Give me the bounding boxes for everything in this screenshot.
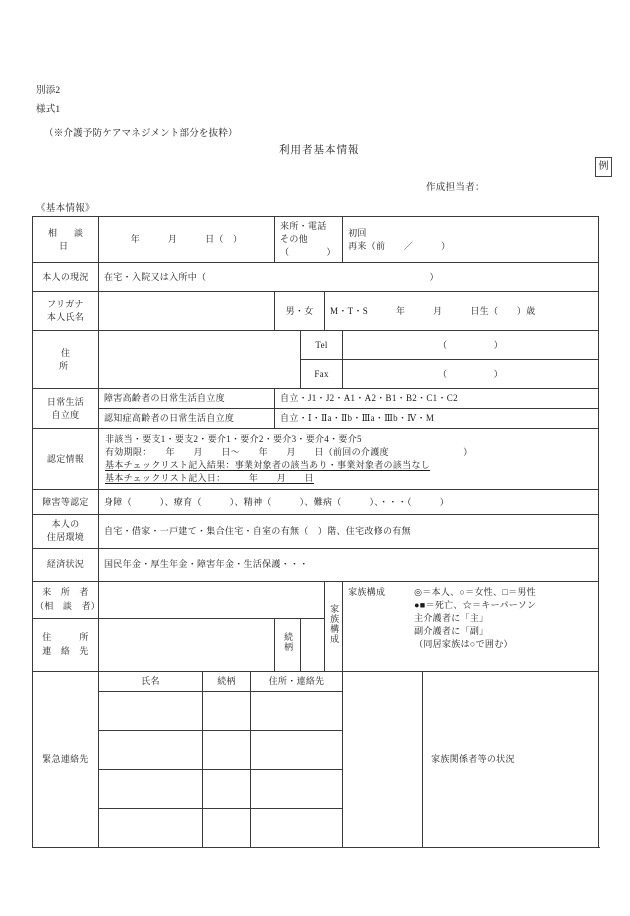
label-housing-line-2: 住居環境 [46, 532, 85, 543]
input-address[interactable] [99, 331, 301, 389]
table-row-housing [33, 515, 599, 548]
label-name [33, 292, 99, 331]
input-relation[interactable] [301, 618, 325, 671]
value-consultation-date[interactable]: 年 月 日（ ） [99, 217, 275, 263]
column-header-address: 住所・連絡先 [251, 671, 343, 691]
section-label: 《基本情報》 [36, 204, 95, 214]
value-visit-type[interactable] [343, 217, 599, 263]
table-row-economic [33, 548, 599, 581]
value-fax[interactable]: （ ） [343, 360, 599, 389]
family-relations-status-label: 家族関係者等の状況 [431, 753, 515, 764]
emergency-relation[interactable] [203, 691, 251, 730]
emergency-name[interactable] [99, 808, 203, 847]
input-visitor[interactable] [99, 581, 325, 618]
label-consultation-date: 相 談 日 [33, 217, 99, 263]
table-row-certification [33, 429, 599, 490]
label-tel: Tel [301, 331, 343, 360]
label-furigana: フリガナ [47, 299, 84, 310]
label-contact-address [33, 618, 99, 671]
certification-period: 有効期限： 年 月 日～ 年 月 日（前回の介護度 ） [105, 447, 473, 458]
name-independence-dementia: 認知症高齢者の日常生活自立度 [99, 409, 275, 429]
label-certification: 認定情報 [33, 429, 99, 490]
value-birthdate[interactable]: M・T・S 年 月 日生（ ）歳 [325, 292, 599, 331]
legend-line-3: 主介護者に「主」 [414, 612, 489, 623]
visit-line-2: 再来（前 ／ ） [348, 240, 451, 251]
value-independence-physical[interactable]: 自立・J1・J2・A1・A2・B1・B2・C1・C2 [275, 389, 599, 409]
value-disability[interactable]: 身障（ ）、療育（ ）、精神（ ）、難病（ ）、・・・（ ） [99, 490, 599, 515]
page-title: 利用者基本情報 [279, 145, 360, 156]
table-row-name [33, 292, 599, 331]
value-consultation-route[interactable] [275, 217, 343, 263]
legend-line-4: 副介護者に「副」 [414, 625, 489, 636]
column-header-name: 氏名 [99, 671, 203, 691]
emergency-address[interactable] [251, 730, 343, 769]
legend-line-1: ◎＝本人、○＝女性、□＝男性 [414, 586, 536, 597]
table-row-visitor [33, 581, 599, 618]
table-row-disability [33, 490, 599, 515]
visit-line-1: 初回 [348, 227, 367, 238]
label-housing [33, 515, 99, 548]
legend-line-5: （同居家族は○で囲む） [414, 638, 513, 649]
sample-badge: 例 [595, 157, 612, 177]
table-row-independence-physical [33, 389, 599, 409]
table-row-address-tel [33, 331, 599, 360]
label-independence-line-1: 日常生活 [46, 396, 85, 407]
table-row-current-status [33, 263, 599, 292]
label-visitor [33, 581, 99, 618]
legend-line-2: ●■＝死亡、☆＝キーパーソン [414, 599, 537, 610]
label-relation-vertical: 続柄 [275, 618, 301, 671]
spacer-cell-family [343, 671, 423, 847]
emergency-address[interactable] [251, 808, 343, 847]
emergency-name[interactable] [99, 769, 203, 808]
value-tel[interactable]: （ ） [343, 331, 599, 360]
preparer-label: 作成担当者： [426, 183, 485, 193]
attachment-number: 別添2 [36, 86, 61, 96]
emergency-name[interactable] [99, 691, 203, 730]
label-visitor-line-1: 来 所 者 [42, 587, 89, 598]
value-gender[interactable]: 男・女 [275, 292, 325, 331]
table-row-independence-dementia [33, 409, 599, 429]
emergency-relation[interactable] [203, 808, 251, 847]
label-family-structure-vertical: 家族構成 [325, 581, 343, 671]
value-current-status[interactable]: 在宅・入院又は入所中（ ） [99, 263, 599, 292]
family-structure-symbols [414, 586, 593, 651]
family-structure-heading: 家族構成 [348, 586, 386, 597]
table-row-emergency-header [33, 671, 599, 691]
value-housing[interactable]: 自宅・借家・一戸建て・集合住宅・自室の有無（ ）階、住宅改修の有無 [99, 515, 599, 548]
label-economic: 経済状況 [33, 548, 99, 581]
certification-level: 非該当・要支1・要支2・要介1・要介2・要介3・要介4・要介5 [105, 434, 362, 445]
label-housing-line-1: 本人の [51, 519, 80, 530]
input-contact-address[interactable] [99, 618, 275, 671]
form-number: 様式1 [36, 105, 61, 115]
excerpt-note: （※介護予防ケアマネジメント部分を抜粋） [44, 129, 238, 139]
label-contact-line-2: 連 絡 先 [42, 645, 89, 656]
value-independence-dementia[interactable]: 自立・Ⅰ・Ⅱa・Ⅱb・Ⅲa・Ⅲb・Ⅳ・M [275, 409, 599, 429]
label-fullname: 本人氏名 [46, 312, 85, 323]
name-independence-physical: 障害高齢者の日常生活自立度 [99, 389, 275, 409]
emergency-address[interactable] [251, 769, 343, 808]
family-relations-status[interactable] [423, 671, 599, 847]
family-structure-legend[interactable] [343, 581, 599, 671]
label-independence [33, 389, 99, 429]
value-economic[interactable]: 国民年金・厚生年金・障害年金・生活保護・・・ [99, 548, 599, 581]
basic-information-table [32, 216, 599, 848]
label-independence-line-2: 自立度 [51, 409, 80, 420]
label-address: 住 所 [33, 331, 99, 389]
label-contact-line-1: 住 所 [42, 632, 89, 643]
table-row-consultation-date [33, 217, 599, 263]
label-emergency-contacts: 緊急連絡先 [33, 671, 99, 847]
label-visitor-line-2: （相 談 者） [35, 600, 101, 611]
value-certification[interactable] [99, 429, 599, 490]
route-line-1: 来所・電話 [280, 221, 327, 231]
emergency-name[interactable] [99, 730, 203, 769]
column-header-relation: 続柄 [203, 671, 251, 691]
checklist-date: 基本チェックリスト記入日： 年 月 日 [105, 473, 314, 484]
emergency-relation[interactable] [203, 730, 251, 769]
label-current-status: 本人の現況 [33, 263, 99, 292]
label-fax: Fax [301, 360, 343, 389]
route-line-2: その他（ ） [280, 234, 336, 258]
emergency-address[interactable] [251, 691, 343, 730]
input-name[interactable] [99, 292, 275, 331]
emergency-relation[interactable] [203, 769, 251, 808]
checklist-result: 基本チェックリスト記入結果：事業対象者の該当あり・事業対象者の該当なし [105, 460, 431, 471]
label-disability: 障害等認定 [33, 490, 99, 515]
